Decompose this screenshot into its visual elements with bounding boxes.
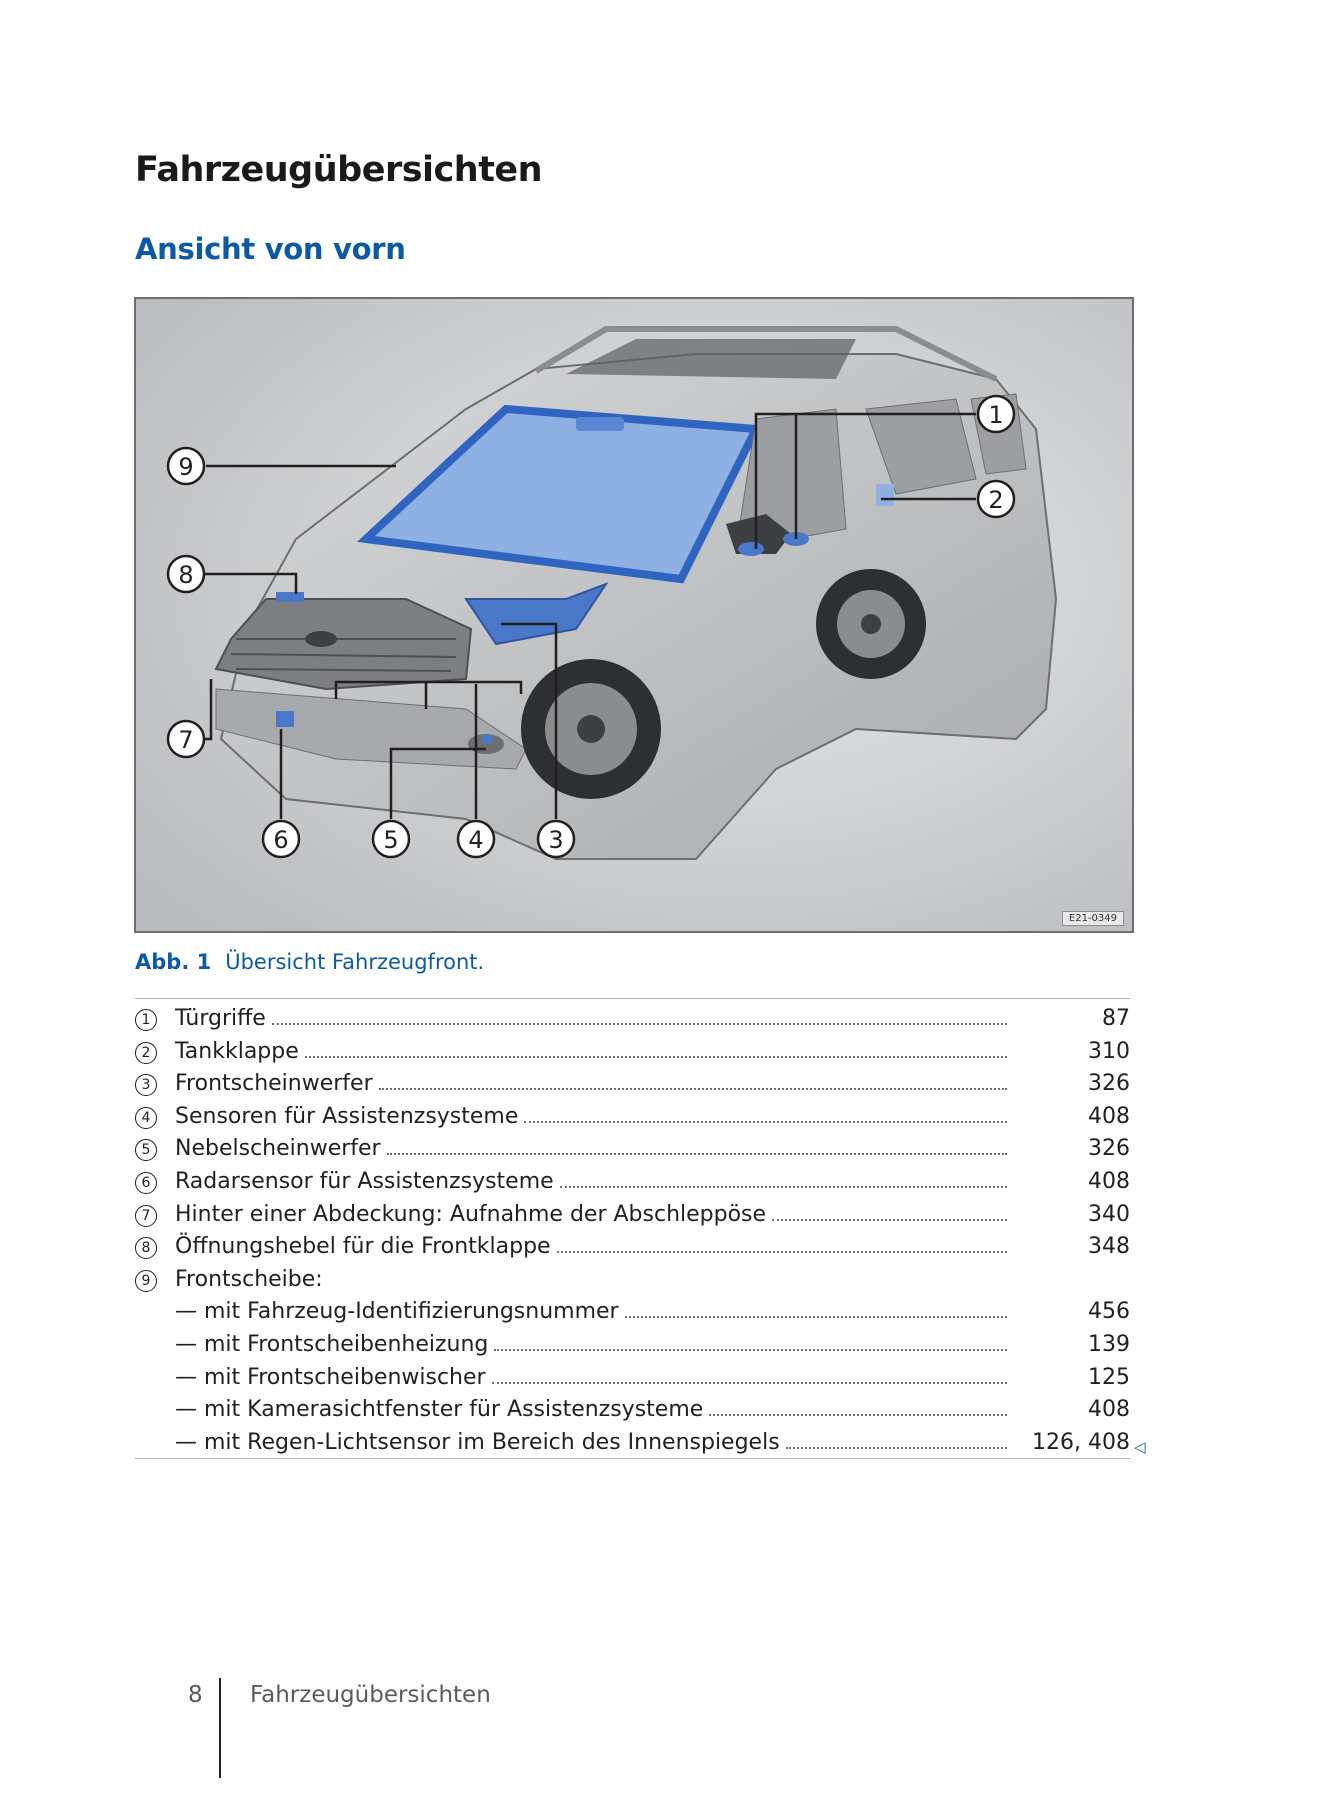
page-reference[interactable]: 408 [1088,1103,1130,1129]
figure-caption-text: Übersicht Fahrzeugfront. [225,950,485,974]
sub-list-item [135,1362,1130,1395]
sub-list-item [135,1427,1130,1460]
callout-label: 1 [988,401,1004,429]
page-reference[interactable]: 456 [1088,1299,1130,1325]
list-item [135,1101,1130,1134]
item-number: 4 [135,1107,157,1129]
page-reference[interactable]: 87 [1102,1006,1130,1031]
vehicle-illustration [136,299,1132,931]
callout-label: 7 [178,726,194,754]
sub-list-item [135,1329,1130,1362]
list-item [135,1231,1130,1264]
page-reference[interactable]: 408 [1088,1168,1130,1194]
page-reference[interactable]: 139 [1088,1331,1130,1357]
page-reference[interactable]: 310 [1088,1038,1130,1064]
item-text: Frontscheinwerfer [175,1071,373,1097]
list-item [135,1166,1130,1199]
subitem-text: — mit Kamerasichtfenster für Assistenzsysteme [175,1397,704,1423]
page-reference[interactable]: 125 [1088,1364,1130,1390]
item-text: Öffnungshebel für die Frontklappe [175,1234,551,1260]
item-text: Sensoren für Assistenzsysteme [175,1103,519,1129]
item-text: Hinter einer Abdeckung: Aufnahme der Abschleppöse [175,1201,767,1227]
callout-label: 5 [383,826,399,854]
callout-label: 8 [178,561,194,589]
footer-divider [219,1678,221,1778]
callout-label: 4 [468,826,484,854]
figure-caption [135,950,484,974]
subitem-text: — mit Frontscheibenwischer [175,1364,486,1390]
radar-sensor [276,711,294,727]
page-reference[interactable]: 408 [1088,1397,1130,1423]
page-title: Fahrzeugübersichten [135,150,543,190]
callout-label: 9 [178,453,194,481]
end-triangle-icon: ◁ [1134,1438,1146,1456]
item-number: 8 [135,1237,157,1259]
page-reference[interactable]: 126, 408 [1032,1429,1130,1455]
subitem-text: — mit Frontscheibenheizung [175,1331,489,1357]
callout-label: 6 [273,826,289,854]
list-item [135,1199,1130,1232]
item-text: Türgriffe [175,1006,266,1031]
item-text: Radarsensor für Assistenzsysteme [175,1168,554,1194]
page-reference[interactable]: 340 [1088,1201,1130,1227]
sub-list-item [135,1296,1130,1329]
subitem-text: — mit Fahrzeug-Identifizierungsnummer [175,1299,619,1325]
page-number: 8 [188,1682,203,1708]
divider [135,1458,1130,1459]
callout-label: 3 [548,826,564,854]
figure-label: Abb. 1 [135,950,212,974]
section-heading: Ansicht von vorn [135,232,406,266]
item-number: 5 [135,1139,157,1161]
figure-code: E21-0349 [1062,911,1124,926]
page-reference[interactable]: 326 [1088,1071,1130,1097]
list-item [135,1133,1130,1166]
vehicle-front-figure [134,297,1134,933]
page-reference[interactable]: 348 [1088,1234,1130,1260]
sub-list-item [135,1394,1130,1427]
item-number: 6 [135,1172,157,1194]
list-item [135,1036,1130,1069]
item-number: 7 [135,1205,157,1227]
camera-window [576,417,624,431]
list-item [135,1003,1130,1036]
subitem-text: — mit Regen-Lichtsensor im Bereich des Innenspiegels [175,1429,780,1455]
item-text: Frontscheibe: [175,1266,323,1292]
page-reference[interactable]: 326 [1088,1136,1130,1162]
callout-label: 2 [988,486,1004,514]
divider [135,998,1130,999]
footer-title: Fahrzeugübersichten [250,1682,491,1708]
item-number: 1 [135,1009,157,1031]
legend-list [135,1003,1130,1459]
list-item [135,1068,1130,1101]
item-number: 3 [135,1074,157,1096]
item-text: Nebelscheinwerfer [175,1136,381,1162]
item-text: Tankklappe [175,1038,299,1064]
list-item [135,1264,1130,1297]
item-number: 2 [135,1042,157,1064]
item-number: 9 [135,1270,157,1292]
